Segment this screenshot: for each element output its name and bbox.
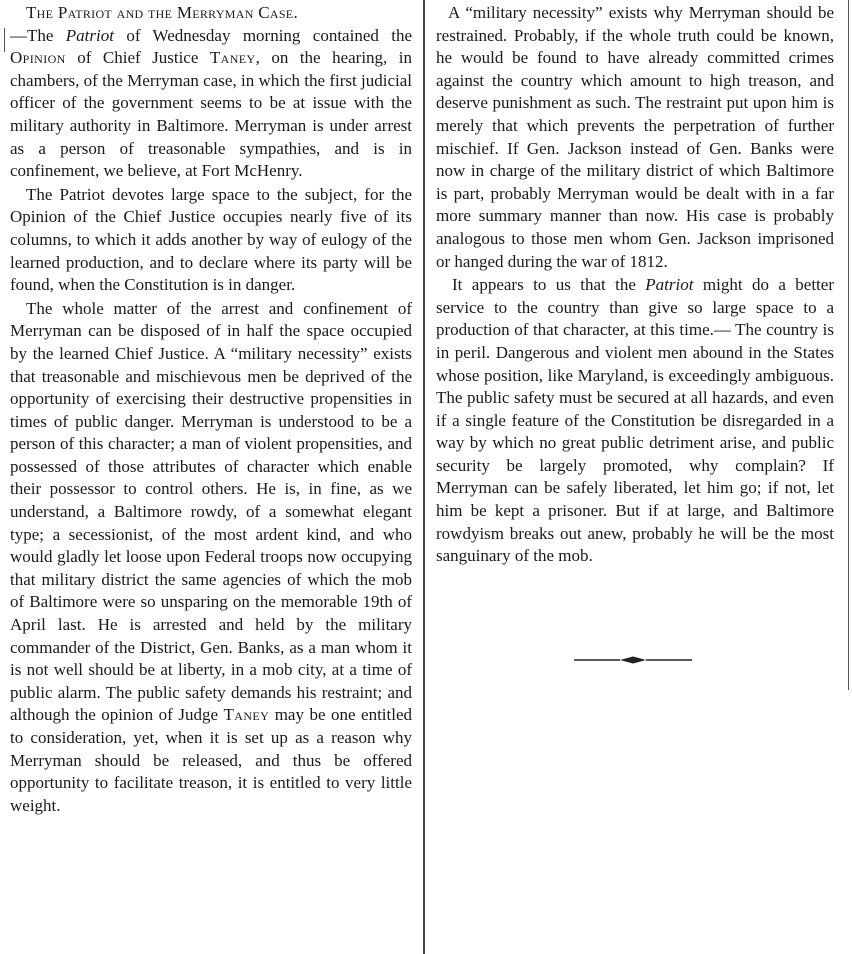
paragraph-4: A “military necessity” exists why Merryman should be restrained. Probably, if the whole truth could be known, he would be found to have already committed crimes against the country which amount to high treason, and deserve punishment as such. The restraint put upon him is merely that which prevents the perpetration of further mischief. If Gen. Jackson instead of Gen. Banks were now in charge of the military district of which Baltimore is part, probably Merryman would be dealt with in a far more summary manner than now. His case is probably analogous to those men whom Gen. Jackson imprisoned or hanged during the war of 1812. bbox=[436, 3, 834, 271]
paragraph-3 bbox=[10, 298, 412, 818]
p3-text-c: may be one entitled to consideration, yet, when it is set up as a reason why Merryman should be released, and thus be offered opportunity to facilitate treason, it is entitled to very little weight. bbox=[10, 705, 413, 815]
paragraph-2: The Patriot devotes large space to the subject, for the Opinion of the Chief Justice occupies nearly five of its columns, to which it adds another by way of eulogy of the learned production, and to declare where its party will be found, when the Constitution is in danger. bbox=[10, 184, 412, 295]
margin-rule-left bbox=[4, 28, 5, 52]
column-divider bbox=[423, 0, 425, 954]
p3-text-a: The whole matter of the arrest and confinement of Merryman can be disposed of in half the space occupied by the learned Chief Justice. A “military necessity” exists that treasonable and mischievous men be deprived of the opportunity of exercising their destructive propensities in times of public danger. Merryman is understood to be a person of this character; a man of violent propensities, and possessed of those attributes of character which enable their possessor to control others. He is, in fine, as we understand, a Baltimore rowdy, of a somewhat elegant type; a secessionist, of the most ardent kind, and who would gladly let loose upon Federal troops now occupying that military district the same agencies of which the mob of Baltimore were so unsparing on the memorable 19th of April last. He is arrested and held by the military commander of the District, Gen. Banks, as a man whom it is not well should be at liberty, in a mob city, at a time of public alarm. The public safety demands his restraint; and although the opinion of Judge bbox=[10, 298, 412, 725]
p1-text-c: of Wednesday morning contained the bbox=[113, 25, 413, 45]
left-column bbox=[10, 2, 412, 817]
article-headline: The Patriot and the Merryman Case. bbox=[26, 3, 298, 22]
taney-smallcaps: Taney bbox=[209, 48, 256, 68]
right-column bbox=[436, 2, 834, 568]
p1-text-e: of Chief Justice bbox=[65, 48, 210, 68]
patriot-italic-2: Patriot bbox=[645, 275, 694, 295]
paragraph-1 bbox=[10, 2, 412, 183]
p5-text-c: might do a better service to the country than give so large space to a production of that character, at this time.— The country is in peril. Dangerous and violent men abound in the States whose position, like Maryland, is exceedingly ambiguous. The public safety must be secured at all hazards, and even if a single feature of the Constitution be disregarded in a way by which no great public detriment arise, and public security be largely promoted, why complain? If Merryman can be safely liberated, let him go; if not, let him be kept a prisoner. But if at large, and Baltimore rowdyism breaks out anew, probably he will be the most sanguinary of the mob. bbox=[436, 275, 834, 566]
end-ornament-rule bbox=[574, 654, 692, 666]
p1-text-a: —The bbox=[10, 25, 66, 45]
patriot-italic: Patriot bbox=[65, 25, 114, 45]
paragraph-5 bbox=[436, 274, 834, 568]
opinion-smallcaps: Opinion bbox=[10, 48, 66, 68]
margin-rule-right bbox=[848, 0, 849, 690]
p1-text-g: , on the hearing, in chambers, of the Merryman case, in which the first judicial officer of the government seems to be at issue with the military authority in Baltimore. Merryman is under arrest as a person of treasonable sympathies, and is in confinement, we believe, at Fort McHenry. bbox=[10, 48, 413, 181]
taney-smallcaps-2: Taney bbox=[223, 705, 270, 725]
p5-text-a: It appears to us that the bbox=[452, 275, 646, 295]
